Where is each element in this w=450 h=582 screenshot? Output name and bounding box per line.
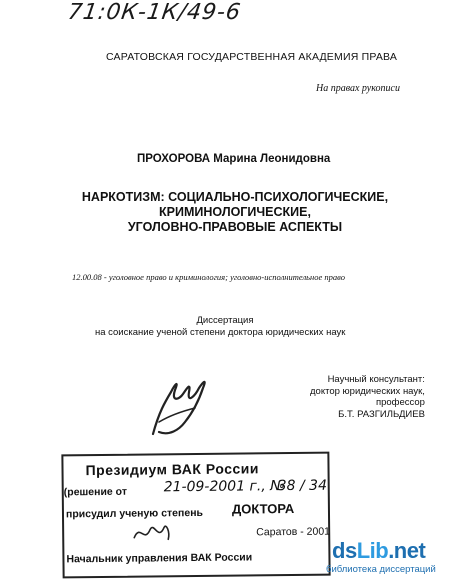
- archive-code: 71:0К-1К/49-6: [66, 0, 243, 25]
- vak-city-year: Саратов - 2001: [256, 525, 331, 539]
- dissertation-label: Диссертация: [196, 315, 254, 326]
- specialty-code: 12.00.08 - уголовное право и криминология; уголовно-исполнительное право: [72, 272, 345, 282]
- vak-stamp: [61, 452, 330, 579]
- institution-name: САРАТОВСКАЯ ГОСУДАРСТВЕННАЯ АКАДЕМИЯ ПРАВА: [106, 51, 398, 63]
- vak-header: Президиум ВАК России: [85, 460, 260, 479]
- title-line: УГОЛОВНО-ПРАВОВЫЕ АСПЕКТЫ: [127, 220, 343, 234]
- dslib-watermark: [326, 534, 448, 580]
- handwritten-signature: [145, 372, 215, 442]
- dissertation-degree: на соискание ученой степени доктора юридических наук: [95, 327, 346, 338]
- vak-degree: ДОКТОРА: [231, 500, 295, 517]
- manuscript-note: На правах рукописи: [316, 83, 400, 94]
- dslib-subtitle: библиотека диссертаций: [326, 564, 436, 575]
- consultant-title: профессор: [375, 397, 425, 408]
- vak-signature: [132, 517, 172, 547]
- dissertation-title: [60, 190, 410, 235]
- vak-decision-date: 21-09-2001 г., №: [163, 478, 285, 496]
- author-name: ПРОХОРОВА Марина Леонидовна: [137, 153, 331, 165]
- title-line: НАРКОТИЗМ: СОЦИАЛЬНО-ПСИХОЛОГИЧЕСКИЕ,: [81, 190, 389, 204]
- vak-decision-label: (решение от: [63, 485, 128, 499]
- consultant-degree: доктор юридических наук,: [310, 385, 425, 397]
- title-line: КРИМИНОЛОГИЧЕСКИЕ,: [159, 205, 311, 219]
- vak-decision-number: 38 / 34: [277, 477, 328, 495]
- dslib-logo: dsLib.net: [332, 538, 426, 563]
- consultant-block: [310, 374, 425, 420]
- consultant-name: Б.Т. РАЗГИЛЬДИЕВ: [338, 408, 425, 420]
- vak-award-text: присудил ученую степень: [65, 506, 204, 521]
- vak-signatory: Начальник управления ВАК России: [66, 551, 253, 566]
- consultant-label: Научный консультант:: [327, 374, 425, 385]
